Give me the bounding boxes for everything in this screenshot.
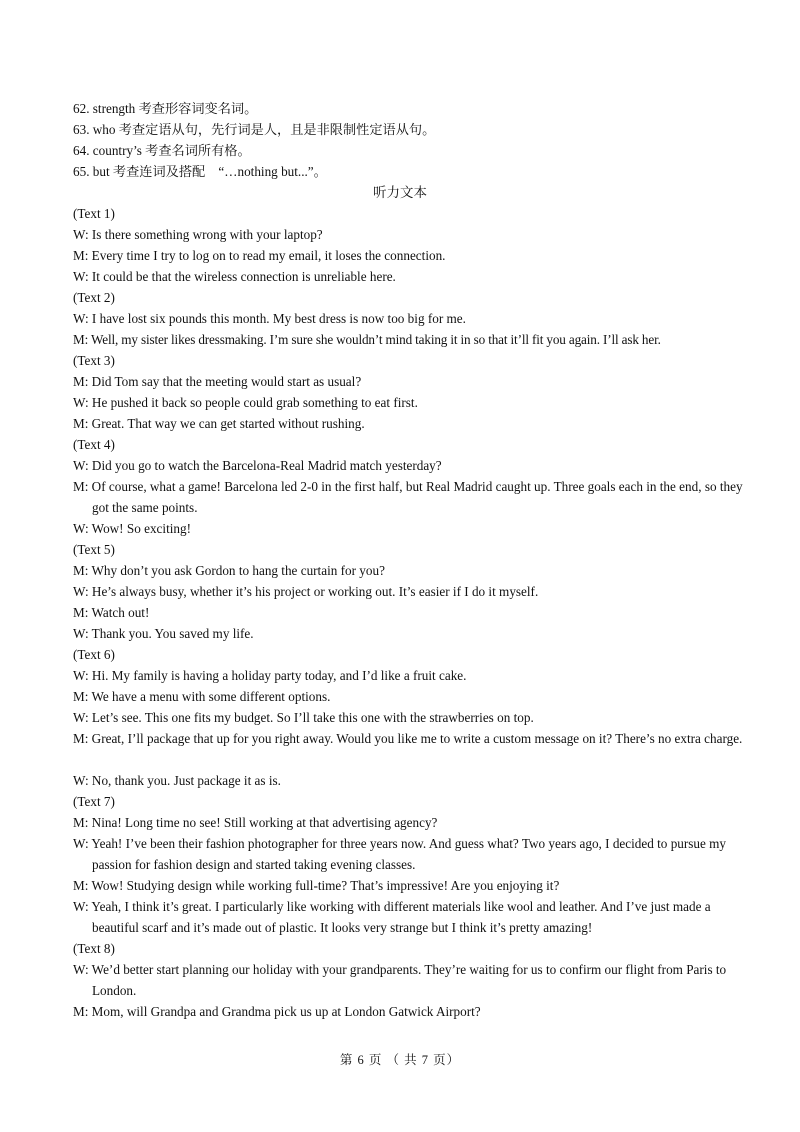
dialogue-line: W: He pushed it back so people could grab something to eat first. xyxy=(73,395,418,410)
dialogue-line: M: We have a menu with some different options. xyxy=(73,689,331,704)
dialogue-line: M: Great, I’ll package that up for you right away. Would you like me to write a custom message on it? There’s no extra charge. xyxy=(73,731,743,746)
dialogue-line: M: Why don’t you ask Gordon to hang the curtain for you? xyxy=(73,563,385,578)
dialogue-line: M: Mom, will Grandpa and Grandma pick us up at London Gatwick Airport? xyxy=(73,1004,481,1019)
dialogue-line: M: Every time I try to log on to read my email, it loses the connection. xyxy=(73,248,446,263)
text-heading: (Text 4) xyxy=(73,437,115,452)
dialogue-line: W: Is there something wrong with your laptop? xyxy=(73,227,323,242)
text-heading: (Text 1) xyxy=(73,206,115,221)
dialogue-line: W: He’s always busy, whether it’s his project or working out. It’s easier if I do it myself. xyxy=(73,584,539,599)
note-64: 64. country’s 考查名词所有格。 xyxy=(73,143,251,158)
section-title: 听力文本 xyxy=(373,185,427,200)
dialogue-line: M: Nina! Long time no see! Still working at that advertising agency? xyxy=(73,815,438,830)
text-heading: (Text 8) xyxy=(73,941,115,956)
dialogue-line: W: Yeah! I’ve been their fashion photographer for three years now. And guess what? Two years ago, I decided to pursue my passion for fashion design and started taking evening classes. xyxy=(73,836,727,872)
dialogue-line: M: Did Tom say that the meeting would start as usual? xyxy=(73,374,362,389)
note-65: 65. but 考查连词及搭配 “…nothing but...”。 xyxy=(73,164,327,179)
dialogue-line: W: We’d better start planning our holiday with your grandparents. They’re waiting for us to confirm our flight from Paris to London. xyxy=(73,962,727,998)
dialogue-line: W: Did you go to watch the Barcelona-Real Madrid match yesterday? xyxy=(73,458,442,473)
text-heading: (Text 5) xyxy=(73,542,115,557)
dialogue-line: W: Wow! So exciting! xyxy=(73,521,191,536)
dialogue-line: W: It could be that the wireless connection is unreliable here. xyxy=(73,269,396,284)
dialogue-line: W: Hi. My family is having a holiday party today, and I’d like a fruit cake. xyxy=(73,668,467,683)
dialogue-line: W: Let’s see. This one fits my budget. So I’ll take this one with the strawberries on top. xyxy=(73,710,534,725)
dialogue-line: M: Great. That way we can get started without rushing. xyxy=(73,416,365,431)
page-footer: 第 6 页 （ 共 7 页） xyxy=(339,1053,461,1067)
dialogue-line: M: Watch out! xyxy=(73,605,150,620)
note-62: 62. strength 考查形容词变名词。 xyxy=(73,101,258,116)
dialogue-line: W: Thank you. You saved my life. xyxy=(73,626,254,641)
text-heading: (Text 6) xyxy=(73,647,115,662)
dialogue-line: W: I have lost six pounds this month. My best dress is now too big for me. xyxy=(73,311,466,326)
note-63: 63. who 考查定语从句，先行词是人，且是非限制性定语从句。 xyxy=(73,122,436,137)
dialogue-line: W: No, thank you. Just package it as is. xyxy=(73,773,281,788)
dialogue-line: M: Of course, what a game! Barcelona led 2-0 in the first half, but Real Madrid caught up. Three goals each in the end, so they got the same points. xyxy=(73,479,743,515)
text-heading: (Text 2) xyxy=(73,290,115,305)
dialogue-line: M: Well, my sister likes dressmaking. I’m sure she wouldn’t mind taking it in so that it’ll fit you again. I’ll ask her. xyxy=(73,332,661,347)
dialogue-line: W: Yeah, I think it’s great. I particularly like working with different materials like wool and leather. And I’ve just made a beautiful scarf and it’s made out of plastic. It looks very strange but I think it’s pretty amazing! xyxy=(73,899,711,935)
text-heading: (Text 7) xyxy=(73,794,115,809)
dialogue-line: M: Wow! Studying design while working full-time? That’s impressive! Are you enjoying it? xyxy=(73,878,560,893)
text-heading: (Text 3) xyxy=(73,353,115,368)
